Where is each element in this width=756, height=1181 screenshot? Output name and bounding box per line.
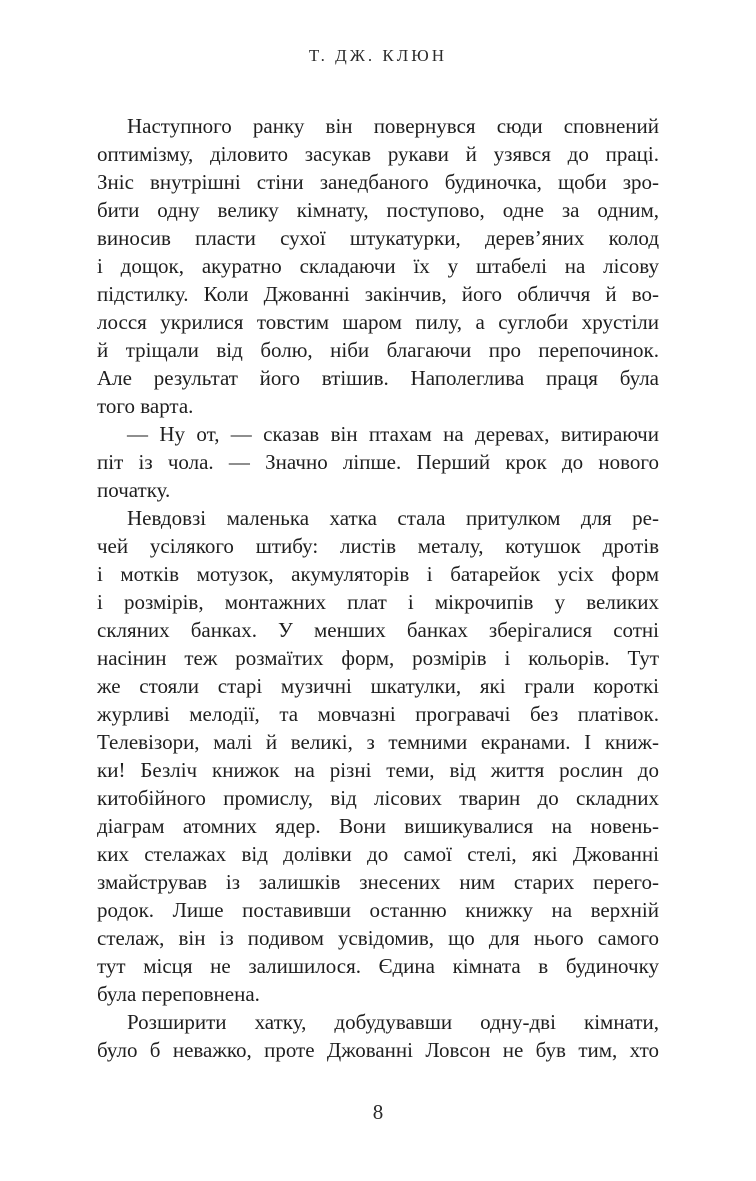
text-line: було б неважко, проте Джованні Ловсон не був тим, хто (97, 1038, 659, 1062)
text-line: і мотків мотузок, акумуляторів і батарейок усіх форм (97, 562, 659, 586)
text-line: тут місця не залишилося. Єдина кімната в будиночку (97, 954, 659, 978)
text-line: й тріщали від болю, ніби благаючи про перепочинок. (97, 338, 659, 362)
text-line: початку. (97, 478, 171, 502)
text-line: того варта. (97, 394, 194, 418)
text-line: стелаж, він із подивом усвідомив, що для нього самого (97, 926, 659, 950)
text-line: Зніс внутрішні стіни занедбаного будиночка, щоби зро- (97, 170, 659, 194)
text-line: же стояли старі музичні шкатулки, які грали короткі (97, 674, 659, 698)
text-line: родок. Лише поставивши останню книжку на верхній (97, 898, 659, 922)
text-line: Наступного ранку він повернувся сюди сповнений (127, 114, 659, 138)
text-line: бити одну велику кімнату, поступово, одне за одним, (97, 198, 659, 222)
text-line: і розмірів, монтажних плат і мікрочипів у великих (97, 590, 659, 614)
text-line: виносив пласти сухої штукатурки, дерев’яних колод (97, 226, 659, 250)
text-line: змайстрував із залишків знесених ним старих перего- (97, 870, 659, 894)
text-line: і дощок, акуратно складаючи їх у штабелі на лісову (97, 254, 659, 278)
text-line: китобійного промислу, від лісових тварин до складних (97, 786, 659, 810)
body-text (97, 112, 659, 1064)
text-line: підстилку. Коли Джованні закінчив, його обличчя й во- (97, 282, 659, 306)
text-line: — Ну от, — сказав він птахам на деревах, витираючи (127, 422, 659, 446)
text-line: Телевізори, малі й великі, з темними екранами. І книж- (97, 730, 659, 754)
text-line: журливі мелодії, та мовчазні програвачі без платівок. (97, 702, 659, 726)
text-line: ки! Безліч книжок на різні теми, від життя рослин до (97, 758, 659, 782)
text-line: оптимізму, діловито засукав рукави й узявся до праці. (97, 142, 659, 166)
text-line: Але результат його втішив. Наполеглива праця була (97, 366, 659, 390)
text-line: насінин теж розмаїтих форм, розмірів і кольорів. Тут (97, 646, 659, 670)
text-line: ких стелажах від долівки до самої стелі, які Джованні (97, 842, 659, 866)
text-line: Розширити хатку, добудувавши одну-дві кімнати, (127, 1010, 659, 1034)
text-line: була переповнена. (97, 982, 260, 1006)
text-line: Невдовзі маленька хатка стала притулком для ре- (127, 506, 659, 530)
text-line: лосся укрилися товстим шаром пилу, а суглоби хрустіли (97, 310, 659, 334)
text-line: діаграм атомних ядер. Вони вишикувалися на новень- (97, 814, 659, 838)
text-line: скляних банках. У менших банках зберігалися сотні (97, 618, 659, 642)
text-line: чей усілякого штибу: листів металу, котушок дротів (97, 534, 659, 558)
text-line: піт із чола. — Значно ліпше. Перший крок до нового (97, 450, 659, 474)
running-header: Т. ДЖ. КЛЮН (308, 46, 448, 65)
page-number: 8 (372, 1100, 384, 1124)
